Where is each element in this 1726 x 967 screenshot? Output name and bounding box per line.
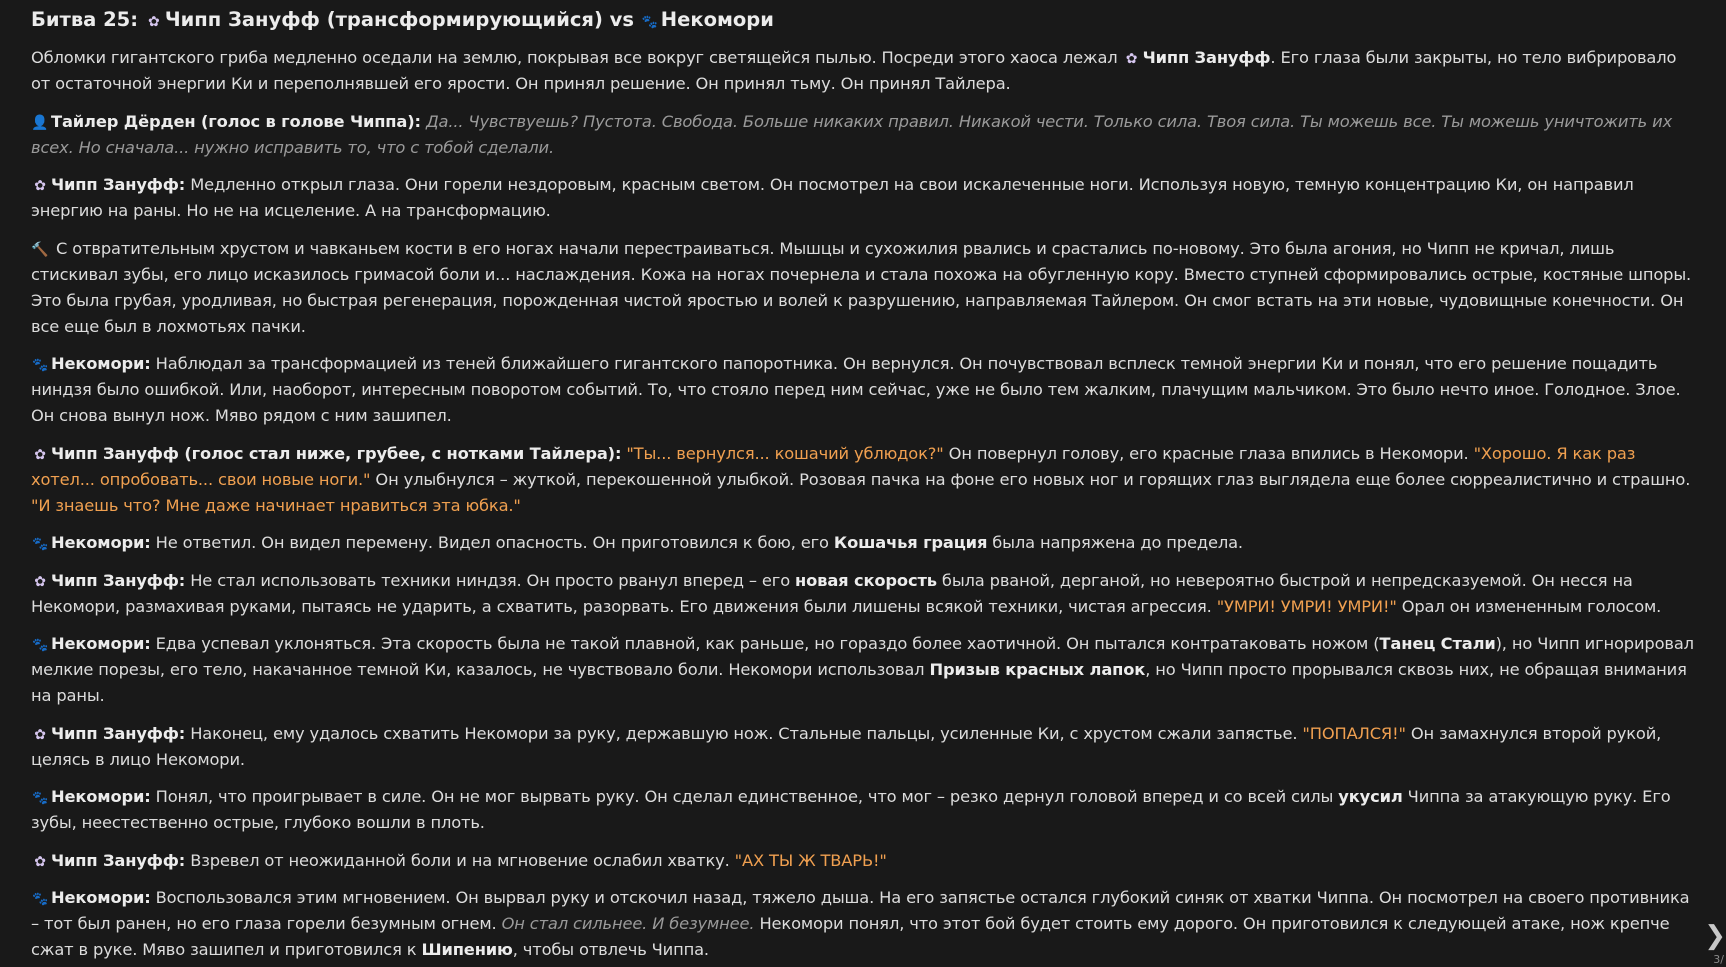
text: Он замахнулся второй рукой, целясь в лицо Некомори. xyxy=(31,723,1662,769)
paragraph-nekomori-5 xyxy=(31,885,1697,963)
bold-text: Кошачья грация xyxy=(833,533,988,552)
paw-icon: 🐾 xyxy=(31,638,49,653)
title-vs: vs xyxy=(609,8,634,31)
italic-text: Он стал сильнее. И безумнее. xyxy=(501,914,755,933)
paragraph-nekomori-1 xyxy=(31,351,1697,429)
speaker-label: Некомори: xyxy=(51,888,151,907)
chip-flower-icon: ✿ xyxy=(34,178,46,194)
text: Воспользовался этим мгновением. Он вырвал руку и отскочил назад, тяжело дыша. На его запястье остался глубокий синяк от хватки Чиппа. Он посмотрел на своего противника – тот был ранен, но его глаза горели безумным огнем. xyxy=(31,888,1690,933)
title-prefix: Битва 25: xyxy=(31,8,139,31)
speaker-label: Некомори: xyxy=(51,354,151,373)
chip-flower-icon: ✿ xyxy=(147,14,160,30)
paragraph-nekomori-4 xyxy=(31,784,1697,836)
paw-icon: 🐾 xyxy=(31,892,49,907)
paragraph-nekomori-2 xyxy=(31,530,1697,556)
text: Чиппа за атакующую руку. Его зубы, неестественно острые, глубоко вошли в плоть. xyxy=(31,787,1671,832)
page-counter: 3/ xyxy=(1713,953,1724,966)
bold-text: Шипению xyxy=(421,940,513,959)
bold-text: новая скорость xyxy=(795,570,937,590)
speaker-label: Чипп Зануфф (голос стал ниже, грубее, с нотками Тайлера): xyxy=(51,443,622,463)
italic-text: Да... Чувствуешь? Пустота. Свобода. Больше никаких правил. Никакой чести. Только сила. Твоя сила. Ты можешь все. Ты можешь уничтожить их всех. Но сначала... нужно исправить то, что с тобой сделали. xyxy=(31,111,1673,157)
paragraph-chip-1 xyxy=(31,172,1697,224)
paragraph-chip-4 xyxy=(31,721,1697,773)
title-fighter-2: Некомори xyxy=(660,8,774,31)
paw-icon: 🐾 xyxy=(641,15,658,30)
speaker-label: Чипп Зануфф: xyxy=(51,850,186,870)
paragraph-intro xyxy=(31,45,1697,97)
chat-message xyxy=(31,6,1697,967)
quote: "УМРИ! УМРИ! УМРИ!" xyxy=(1216,596,1397,616)
text: была напряжена до предела. xyxy=(987,533,1243,552)
text: Медленно открыл глаза. Они горели нездоровым, красным светом. Он посмотрел на свои искалеченные ноги. Используя новую, темную концентрацию Ки, он направил энергию на раны. Но не на исцеление. А на трансформацию. xyxy=(31,175,1634,220)
paragraph-chip-2 xyxy=(31,441,1697,519)
paragraph-transformation xyxy=(31,236,1697,340)
user-silhouette-icon: 👤 xyxy=(31,114,49,131)
quote: "И знаешь что? Мне даже начинает нравиться эта юбка." xyxy=(31,495,521,515)
speaker-label: Некомори: xyxy=(51,533,151,552)
chip-flower-icon: ✿ xyxy=(34,726,46,743)
text: Обломки гигантского гриба медленно оседали на землю, покрывая все вокруг светящейся пылью. Посреди этого хаоса лежал xyxy=(31,48,1123,67)
bold-text: Призыв красных лапок xyxy=(929,660,1146,679)
speaker-label: Некомори: xyxy=(51,634,151,653)
text: Наконец, ему удалось схватить Некомори за руку, державшую нож. Стальные пальцы, усиленные Ки, с хрустом сжали запястье. xyxy=(190,723,1303,743)
bold-text: укусил xyxy=(1338,787,1403,806)
text: Взревел от неожиданной боли и на мгновение ослабил хватку. xyxy=(190,850,735,870)
text: С отвратительным хрустом и чавканьем кости в его ногах начали перестраиваться. Мышцы и сухожилия рвались и срастались по-новому. Это была агония, но Чипп не кричал, лишь стискивал зубы, его лицо исказилось гримасой боли и... наслаждения. Кожа на ногах почернела и стала похожа на обугленную кору. Вместо ступней сформировались острые, костяные шпоры. Это была грубая, уродливая, но быстрая регенерация, порожденная чистой яростью и волей к разрушению, направляемая Тайлером. Он смог встать на эти новые, чудовищные конечности. Он все еще был в лохмотьях пачки. xyxy=(31,238,1692,336)
paw-icon: 🐾 xyxy=(31,791,49,806)
text: Не ответил. Он видел перемену. Видел опасность. Он приготовился к бою, его xyxy=(155,533,834,552)
quote: "Ты... вернулся... кошачий ублюдок?" xyxy=(626,443,944,463)
bold-text: Чипп Зануфф xyxy=(1142,48,1271,67)
text: ), но Чипп игнорировал мелкие порезы, его тело, накачанное темной Ки, казалось, не чувствовало боли. Некомори использовал xyxy=(31,634,1694,679)
paragraph-chip-3 xyxy=(31,568,1697,620)
chip-flower-icon: ✿ xyxy=(34,573,46,590)
chip-flower-icon: ✿ xyxy=(1125,51,1138,67)
quote: "АХ ТЫ Ж ТВАРЬ!" xyxy=(734,850,887,870)
text: Понял, что проигрывает в силе. Он не мог вырвать руку. Он сделал единственное, что мог – резко дернул головой вперед и со всей силы xyxy=(155,787,1339,806)
chip-flower-icon: ✿ xyxy=(34,853,46,870)
text: Некомори понял, что этот бой будет стоить ему дорого. Он приготовился к следующей атаке, нож крепче сжат в руке. Мяво зашипел и приготовился к xyxy=(31,914,1670,959)
text: Не стал использовать техники ниндзя. Он просто рванул вперед – его xyxy=(190,570,796,590)
text: Едва успевал уклоняться. Эта скорость была не такой плавной, как раньше, но гораздо более хаотичной. Он пытался контратаковать ножом ( xyxy=(155,634,1380,653)
paw-icon: 🐾 xyxy=(31,537,49,552)
text: , чтобы отвлечь Чиппа. xyxy=(512,940,709,959)
text: Он повернул голову, его красные глаза впились в Некомори. xyxy=(943,443,1474,463)
quote: "ПОПАЛСЯ!" xyxy=(1302,723,1406,743)
battle-title xyxy=(31,6,1697,33)
paragraph-tyler xyxy=(31,109,1697,161)
quote: "Хорошо. Я как раз хотел... опробовать... свои новые ноги." xyxy=(31,443,1636,489)
paragraph-nekomori-3 xyxy=(31,631,1697,709)
speaker-label: Некомори: xyxy=(51,787,151,806)
chip-flower-icon: ✿ xyxy=(34,446,46,463)
text: . Его глаза были закрыты, но тело вибрировало от остаточной энергии Ки и переполнявшей его ярости. Он принял решение. Он принял тьму. Он принял Тайлера. xyxy=(31,48,1677,93)
next-chevron-icon[interactable]: ❯ xyxy=(1704,921,1726,951)
text: Наблюдал за трансформацией из теней ближайшего гигантского папоротника. Он вернулся. Он почувствовал всплеск темной энергии Ки и понял, что его решение пощадить ниндзя было ошибкой. Или, наоборот, интересным поворотом событий. То, что стояло перед ним сейчас, уже не было тем жалким, плачущим мальчиком. Это было нечто иное. Голодное. Злое. Он снова вынул нож. Мяво рядом с ним зашипел. xyxy=(31,354,1681,425)
text: Орал он измененным голосом. xyxy=(1396,596,1662,616)
text: Он улыбнулся – жуткой, перекошенной улыбкой. Розовая пачка на фоне его новых ног и горящих глаз выглядела еще более сюрреалистично и страшно. xyxy=(370,469,1691,489)
speaker-label: Чипп Зануфф: xyxy=(51,570,186,590)
hammer-icon: 🔨 xyxy=(31,241,49,258)
text: была рваной, дерганой, но невероятно быстрой и непредсказуемой. Он несся на Некомори, размахивая руками, пытаясь не ударить, а схватить, разорвать. Его движения были лишены всякой техники, чистая агрессия. xyxy=(31,570,1633,616)
speaker-label: Чипп Зануфф: xyxy=(51,175,186,194)
paw-icon: 🐾 xyxy=(31,358,49,373)
bold-text: Танец Стали xyxy=(1379,634,1496,653)
speaker-label: Чипп Зануфф: xyxy=(51,723,186,743)
speaker-label: Тайлер Дёрден (голос в голове Чиппа): xyxy=(51,111,421,131)
text: , но Чипп просто прорывался сквозь них, не обращая внимания на раны. xyxy=(31,660,1687,705)
paragraph-chip-5 xyxy=(31,848,1697,874)
title-fighter-1: Чипп Зануфф (трансформирующийся) xyxy=(164,8,603,31)
